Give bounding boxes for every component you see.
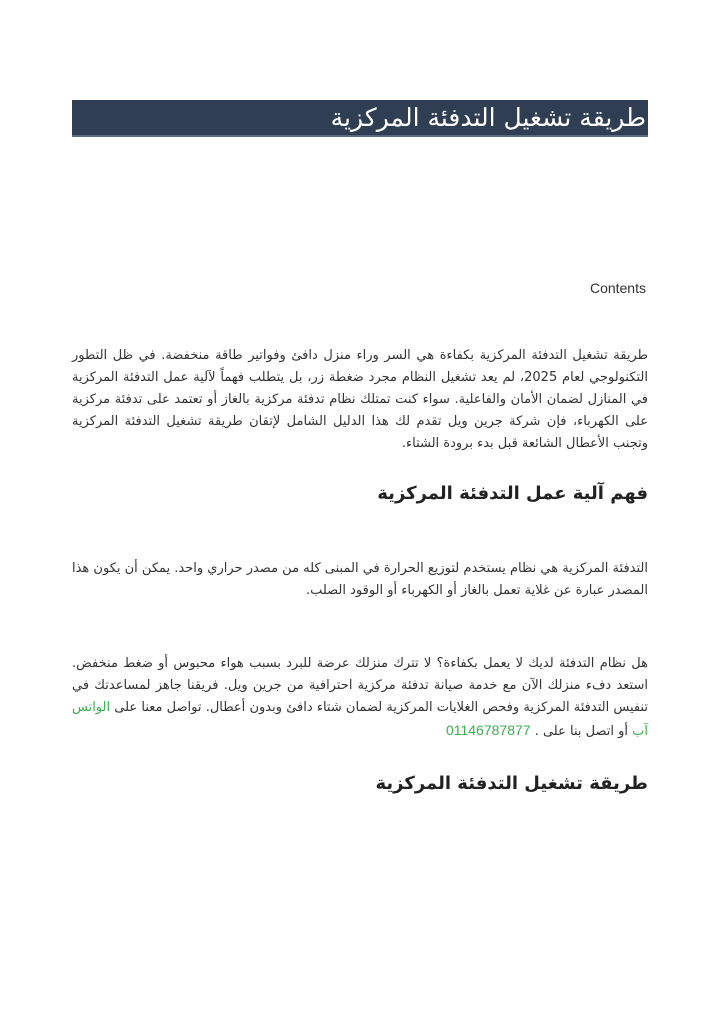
mechanism-paragraph: التدفئة المركزية هي نظام يستخدم لتوزيع الحرارة في المبنى كله من مصدر حراري واحد. يمكن أن يكون هذا المصدر عبارة عن غلاية تعمل بالغاز أو الكهرباء أو الوقود الصلب. <box>72 561 648 598</box>
cta-paragraph <box>72 653 648 743</box>
phone-link[interactable]: 01146787877 <box>445 722 531 738</box>
table-of-contents-label[interactable]: Contents <box>589 280 646 296</box>
whatsapp-link[interactable]: الواتس آب <box>72 700 648 739</box>
cta-text-before: هل نظام التدفئة لديك لا يعمل بكفاءة؟ لا تترك منزلك عرضة للبرد بسبب هواء محبوس أو ضغط منخفض. استعد دفء منزلك الآن مع خدمة صيانة تدفئة مركزية احترافية من جرين ويل. فريقنا جاهز لمساعدتك في تنفيس التدفئة المركزية وفحص الغلايات المركزية لضمان شتاء دافئ وبدون أعطال. تواصل معنا على <box>72 656 648 715</box>
section-heading-operation: طريقة تشغيل التدفئة المركزية <box>375 773 648 794</box>
section-heading-mechanism: فهم آلية عمل التدفئة المركزية <box>377 483 648 504</box>
title-bar <box>72 100 648 137</box>
page-title: طريقة تشغيل التدفئة المركزية <box>330 103 646 132</box>
intro-paragraph: طريقة تشغيل التدفئة المركزية بكفاءة هي السر وراء منزل دافئ وفواتير طاقة منخفضة. في ظل التطور التكنولوجي لعام 2025، لم يعد تشغيل النظام مجرد ضغطة زر، بل يتطلب فهماً لآلية عمل التدفئة المركزية في المنازل لضمان الأمان والفاعلية. سواء كنت تمتلك نظام تدفئة مركزية بالغاز أو تعتمد على تدفئة مركزية على الكهرباء، فإن شركة جرين ويل تقدم لك هذا الدليل الشامل لإتقان طريقة تشغيل التدفئة المركزية وتجنب الأعطال الشائعة قبل بدء برودة الشتاء. <box>72 348 648 451</box>
cta-text-middle: أو اتصل بنا على . <box>534 724 633 739</box>
